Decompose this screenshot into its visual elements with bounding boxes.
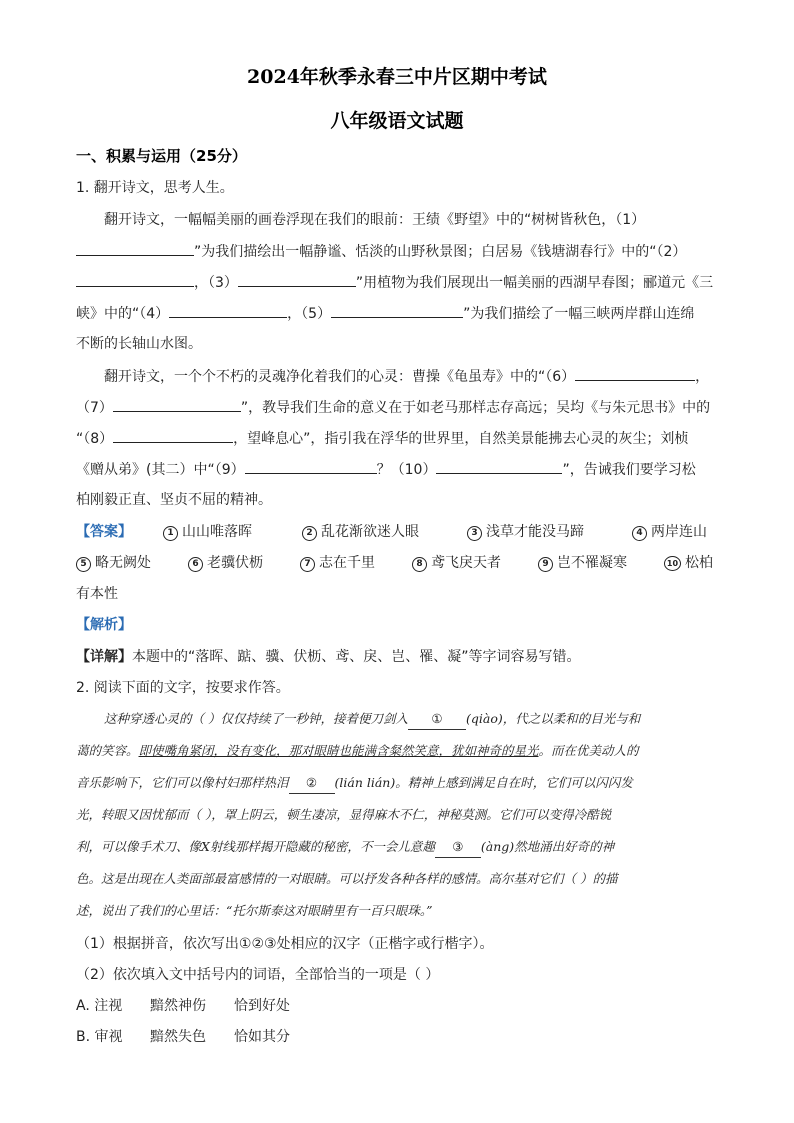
passage-line7: 述，说出了我们的心里话：“托尔斯泰这对眼睛里有一百只眼珠。”	[76, 903, 433, 918]
answer-label: 【答案】	[76, 524, 132, 540]
blank-4[interactable]	[169, 303, 287, 318]
q1-p2-line2: （7） ”，教导我们生命的意义在于如老马那样志存高远；吴均《与朱元思书》中的	[76, 397, 710, 418]
q1-p1-line2: ”为我们描绘出一幅静谧、恬淡的山野秋景图；白居易《钱塘湖春行》中的“（2）	[76, 241, 686, 262]
blank-1[interactable]	[76, 241, 194, 256]
q1-p1-line4: 峡》中的“（4） ，（5） ”为我们描绘了一幅三峡两岸群山连绵	[76, 303, 694, 324]
blank-10[interactable]	[436, 459, 562, 474]
analysis-label: 【解析】	[76, 617, 132, 633]
passage-line4: 光，转眼又因忧郁而（ ），罩上阴云，顿生凄凉，显得麻木不仁，神秘莫测。它们可以变得冷酷锐	[76, 807, 612, 822]
section-heading: 一、积累与运用（25分）	[76, 147, 247, 165]
blank-6[interactable]	[575, 366, 695, 381]
passage-line5: 利，可以像手术刀、像X射线那样揭开隐藏的秘密，不一会儿意趣 ③ (àng)然地涌出好奇的神	[76, 837, 614, 858]
answer-2: 2 乱花渐欲迷人眼	[302, 522, 419, 542]
answer-10: 10 松柏	[664, 553, 713, 573]
blank-3[interactable]	[238, 272, 356, 287]
answer-1: 1 山山唯落晖	[163, 522, 252, 542]
blank-5[interactable]	[331, 303, 463, 318]
passage-line2: 蔼的笑容。即使嘴角紧闭，没有变化，那对眼睛也能满含粲然笑意，犹如神奇的星光。而在优美动人的	[76, 743, 639, 758]
q1-p1-line1: 翻开诗文，一幅幅美丽的画卷浮现在我们的眼前：王绩《野望》中的“树树皆秋色，（1）	[104, 212, 646, 228]
exam-title: 2024年秋季永春三中片区期中考试	[247, 66, 547, 88]
passage-line3: 音乐影响下，它们可以像村妇那样热泪 ② (lián lián)。精神上感到满足自在时，它们可以闪闪发	[76, 773, 633, 794]
passage-blank-3[interactable]: ③	[435, 837, 481, 858]
q1-p2-line3: “（8） ，望峰息心”，指引我在浮华的世界里，自然美景能拂去心灵的灰尘；刘桢	[76, 428, 688, 449]
option-b[interactable]: B. 审视 黯然失色 恰如其分	[76, 1029, 290, 1045]
passage-blank-1[interactable]: ①	[408, 709, 466, 730]
underlined-sentence: 即使嘴角紧闭，没有变化，那对眼睛也能满含粲然笑意，犹如神奇的星光	[138, 743, 539, 758]
q2-sub1: （1）根据拼音，依次写出①②③处相应的汉字（正楷字或行楷字）。	[76, 936, 494, 952]
q2-stem: 2. 阅读下面的文字，按要求作答。	[76, 680, 290, 696]
answer-5: 5 略无阙处	[76, 553, 151, 573]
passage-line1: 这种穿透心灵的（ ）仅仅持续了一秒钟，接着便刀剑入 ① (qiào)，代之以柔和的目光与和	[104, 709, 640, 730]
answer-row-1	[76, 522, 132, 542]
answer-7: 7 志在千里	[300, 553, 375, 573]
exam-subtitle: 八年级语文试题	[330, 110, 464, 132]
blank-9[interactable]	[245, 459, 377, 474]
answer-cont: 有本性	[76, 586, 118, 602]
blank-7[interactable]	[113, 397, 241, 412]
detail-line: 【详解】本题中的“落晖、踮、骥、伏枥、鸢、戾、岂、罹、凝”等字词容易写错。	[76, 649, 581, 665]
q1-p2-line5: 柏刚毅正直、坚贞不屈的精神。	[76, 492, 272, 508]
answer-8: 8 鸢飞戾天者	[412, 553, 501, 573]
q1-p1-line3: ，（3） ”用植物为我们展现出一幅美丽的西湖早春图；郦道元《三	[76, 272, 713, 293]
blank-8[interactable]	[113, 428, 233, 443]
q1-p2-line1: 翻开诗文，一个个不朽的灵魂净化着我们的心灵：曹操《龟虽寿》中的“（6） ，	[104, 366, 709, 387]
blank-2[interactable]	[76, 272, 194, 287]
detail-label: 【详解】	[76, 649, 132, 665]
passage-blank-2[interactable]: ②	[289, 773, 335, 794]
q2-sub2: （2）依次填入文中括号内的词语，全部恰当的一项是（ ）	[76, 967, 440, 983]
answer-4: 4 两岸连山	[632, 522, 707, 542]
answer-9: 9 岂不罹凝寒	[538, 553, 627, 573]
passage-line6: 色。这是出现在人类面部最富感情的一对眼睛。可以抒发各种各样的感情。高尔基对它们（ ）的描	[76, 871, 618, 886]
option-a[interactable]: A. 注视 黯然神伤 恰到好处	[76, 998, 290, 1014]
q1-p2-line4: 《赠从弟》(其二）中“（9） ？（10） ”，告诫我们要学习松	[76, 459, 696, 480]
q1-stem: 1. 翻开诗文，思考人生。	[76, 180, 234, 196]
answer-6: 6 老骥伏枥	[188, 553, 263, 573]
answer-3: 3 浅草才能没马蹄	[467, 522, 584, 542]
q1-p1-line5: 不断的长轴山水图。	[76, 336, 202, 352]
